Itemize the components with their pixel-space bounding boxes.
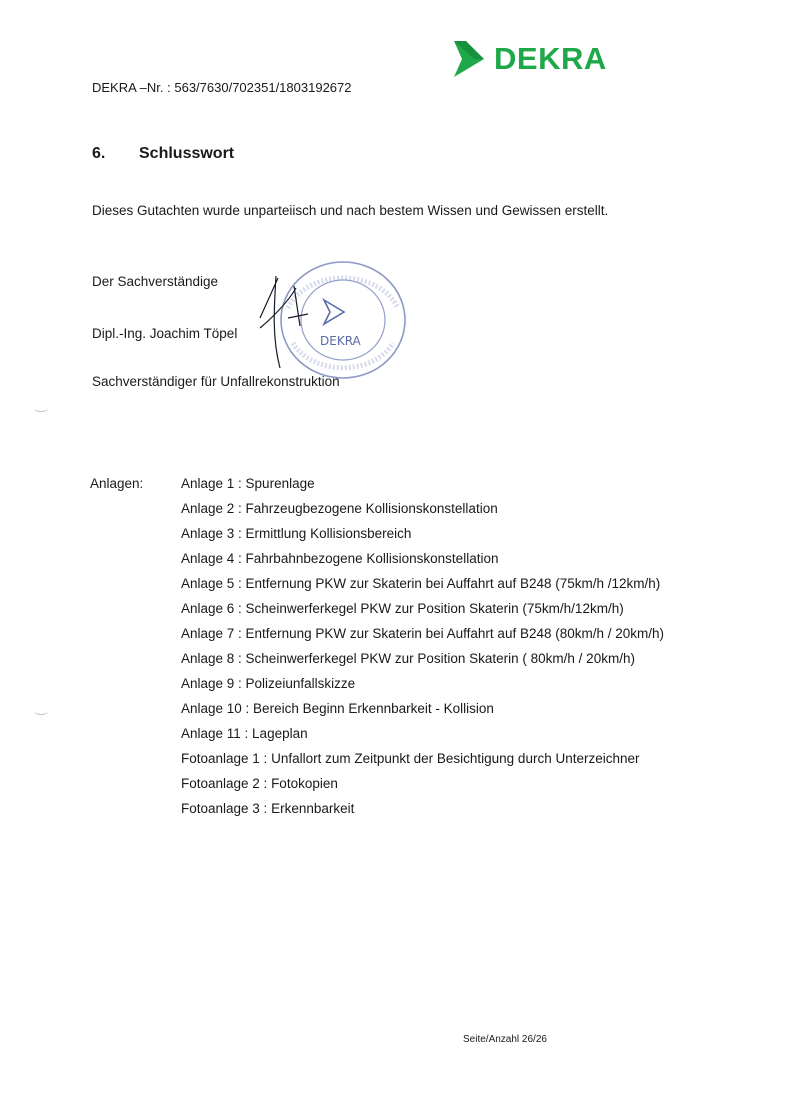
section-heading [92,145,234,163]
annex-item: Anlage 1 : Spurenlage [181,476,315,491]
annex-item: Anlage 3 : Ermittlung Kollisionsbereich [181,526,412,541]
annex-label: Anlagen: [90,476,144,491]
annex-list [181,476,664,826]
annex-item: Fotoanlage 1 : Unfallort zum Zeitpunkt der Besichtigung durch Unterzeichner [181,751,640,766]
annex-item: Anlage 8 : Scheinwerferkegel PKW zur Position Skaterin ( 80km/h / 20km/h) [181,651,635,666]
signature-name: Dipl.-Ing. Joachim Töpel [92,326,238,341]
closing-statement: Dieses Gutachten wurde unparteiisch und nach bestem Wissen und Gewissen erstellt. [92,203,609,218]
annex-item: Anlage 2 : Fahrzeugbezogene Kollisionskonstellation [181,501,498,516]
annex-item: Anlage 7 : Entfernung PKW zur Skaterin bei Auffahrt auf B248 (80km/h / 20km/h) [181,626,665,641]
document-number: DEKRA –Nr. : 563/7630/702351/1803192672 [92,80,352,95]
section-title: Schlusswort [139,145,235,162]
official-stamp [248,258,413,393]
signature-role: Der Sachverständige [92,274,219,289]
dekra-chevron-icon [452,39,486,79]
annex-item: Anlage 10 : Bereich Beginn Erkennbarkeit - Kollision [181,701,494,716]
annex-item: Anlage 4 : Fahrbahnbezogene Kollisionskonstellation [181,551,499,566]
annex-item: Fotoanlage 2 : Fotokopien [181,776,338,791]
page-footer: Seite/Anzahl 26/26 [463,1034,547,1045]
dekra-logo [452,38,607,80]
stamp-text: DEKRA [320,334,361,348]
punch-hole-mark [34,708,48,715]
annex-item: Anlage 6 : Scheinwerferkegel PKW zur Position Skaterin (75km/h/12km/h) [181,601,624,616]
punch-hole-mark [34,405,48,412]
annex-item: Fotoanlage 3 : Erkennbarkeit [181,801,355,816]
annex-item: Anlage 5 : Entfernung PKW zur Skaterin bei Auffahrt auf B248 (75km/h /12km/h) [181,576,661,591]
signature-title: Sachverständiger für Unfallrekonstruktion [92,374,340,389]
section-number: 6. [92,145,106,162]
logo-text: DEKRA [494,41,607,76]
annex-item: Anlage 11 : Lageplan [181,726,308,741]
annex-item: Anlage 9 : Polizeiunfallskizze [181,676,356,691]
